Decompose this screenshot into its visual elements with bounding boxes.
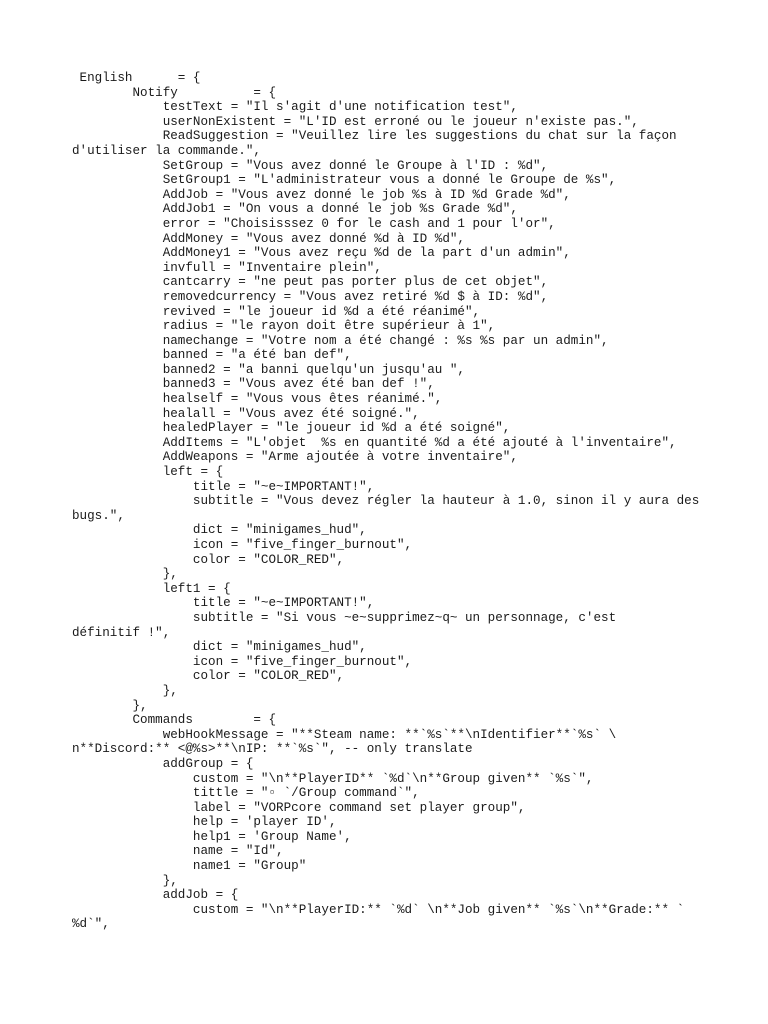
code-line: tittle = "▫ `/Group command`", bbox=[72, 786, 420, 801]
code-line: left1 = { bbox=[72, 581, 231, 596]
code-line: }, bbox=[72, 698, 148, 713]
code-line: error = "Choisisssez 0 for le cash and 1 pour l'or", bbox=[72, 216, 556, 231]
code-line: color = "COLOR_RED", bbox=[72, 669, 345, 684]
code-line: left = { bbox=[72, 465, 224, 480]
code-line: label = "VORPcore command set player group", bbox=[72, 800, 526, 815]
code-line: Commands = { bbox=[72, 713, 277, 728]
code-line: cantcarry = "ne peut pas porter plus de cet objet", bbox=[72, 275, 549, 290]
code-line: removedcurrency = "Vous avez retiré %d $ à ID: %d", bbox=[72, 289, 549, 304]
code-line: %d`", bbox=[72, 917, 110, 932]
code-line: }, bbox=[72, 567, 178, 582]
code-line: bugs.", bbox=[72, 508, 125, 523]
code-line: AddItems = "L'objet %s en quantité %d a été ajouté à l'inventaire", bbox=[72, 435, 677, 450]
code-line: title = "~e~IMPORTANT!", bbox=[72, 479, 375, 494]
code-line: }, bbox=[72, 683, 178, 698]
code-line: AddMoney = "Vous avez donné %d à ID %d", bbox=[72, 231, 465, 246]
code-line: Notify = { bbox=[72, 85, 277, 100]
code-line: d'utiliser la commande.", bbox=[72, 143, 261, 158]
document-page bbox=[72, 71, 712, 932]
code-line: définitif !", bbox=[72, 625, 171, 640]
code-line: invfull = "Inventaire plein", bbox=[72, 260, 382, 275]
code-line: radius = "le rayon doit être supérieur à 1", bbox=[72, 319, 496, 334]
code-line: subtitle = "Si vous ~e~supprimez~q~ un personnage, c'est bbox=[72, 610, 617, 625]
code-line: subtitle = "Vous devez régler la hauteur à 1.0, sinon il y aura des bbox=[72, 494, 700, 509]
code-line: webHookMessage = "**Steam name: **`%s`**\nIdentifier**`%s` \ bbox=[72, 727, 617, 742]
code-line: dict = "minigames_hud", bbox=[72, 640, 367, 655]
code-line: AddJob = "Vous avez donné le job %s à ID %d Grade %d", bbox=[72, 187, 571, 202]
code-line: addGroup = { bbox=[72, 756, 254, 771]
code-line: banned = "a été ban def", bbox=[72, 348, 352, 363]
code-line: revived = "le joueur id %d a été réanimé", bbox=[72, 304, 481, 319]
code-line: icon = "five_finger_burnout", bbox=[72, 538, 413, 552]
code-line: ReadSuggestion = "Veuillez lire les suggestions du chat sur la façon bbox=[72, 129, 677, 144]
code-line: healall = "Vous avez été soigné.", bbox=[72, 406, 420, 421]
code-line: userNonExistent = "L'ID est erroné ou le joueur n'existe pas.", bbox=[72, 114, 639, 129]
code-line: name1 = "Group" bbox=[72, 859, 307, 874]
code-line: addJob = { bbox=[72, 888, 239, 903]
code-line: name = "Id", bbox=[72, 844, 284, 859]
code-line: AddJob1 = "On vous a donné le job %s Grade %d", bbox=[72, 202, 518, 217]
code-line: healself = "Vous vous êtes réanimé.", bbox=[72, 392, 443, 407]
code-line: testText = "Il s'agit d'une notification test", bbox=[72, 100, 518, 115]
code-line: English = { bbox=[72, 71, 201, 85]
code-line: healedPlayer = "le joueur id %d a été soigné", bbox=[72, 421, 511, 436]
code-line: help1 = 'Group Name', bbox=[72, 829, 352, 844]
code-line: AddWeapons = "Arme ajoutée à votre inventaire", bbox=[72, 450, 518, 465]
code-line: namechange = "Votre nom a été changé : %s %s par un admin", bbox=[72, 333, 609, 348]
code-line: n**Discord:** <@%s>**\nIP: **`%s`", -- only translate bbox=[72, 742, 473, 757]
code-line: SetGroup = "Vous avez donné le Groupe à l'ID : %d", bbox=[72, 158, 549, 173]
code-line: custom = "\n**PlayerID** `%d`\n**Group given** `%s`", bbox=[72, 771, 594, 786]
code-line: custom = "\n**PlayerID:** `%d` \n**Job given** `%s`\n**Grade:** ` bbox=[72, 902, 685, 917]
code-line: SetGroup1 = "L'administrateur vous a donné le Groupe de %s", bbox=[72, 173, 617, 188]
code-line: banned2 = "a banni quelqu'un jusqu'au ", bbox=[72, 362, 465, 377]
code-line: }, bbox=[72, 873, 178, 888]
code-line: color = "COLOR_RED", bbox=[72, 552, 345, 567]
code-line: AddMoney1 = "Vous avez reçu %d de la part d'un admin", bbox=[72, 246, 571, 261]
code-line: icon = "five_finger_burnout", bbox=[72, 654, 413, 669]
code-line: banned3 = "Vous avez été ban def !", bbox=[72, 377, 435, 392]
code-line: dict = "minigames_hud", bbox=[72, 523, 367, 538]
code-line: help = 'player ID', bbox=[72, 815, 337, 830]
code-line: title = "~e~IMPORTANT!", bbox=[72, 596, 375, 611]
